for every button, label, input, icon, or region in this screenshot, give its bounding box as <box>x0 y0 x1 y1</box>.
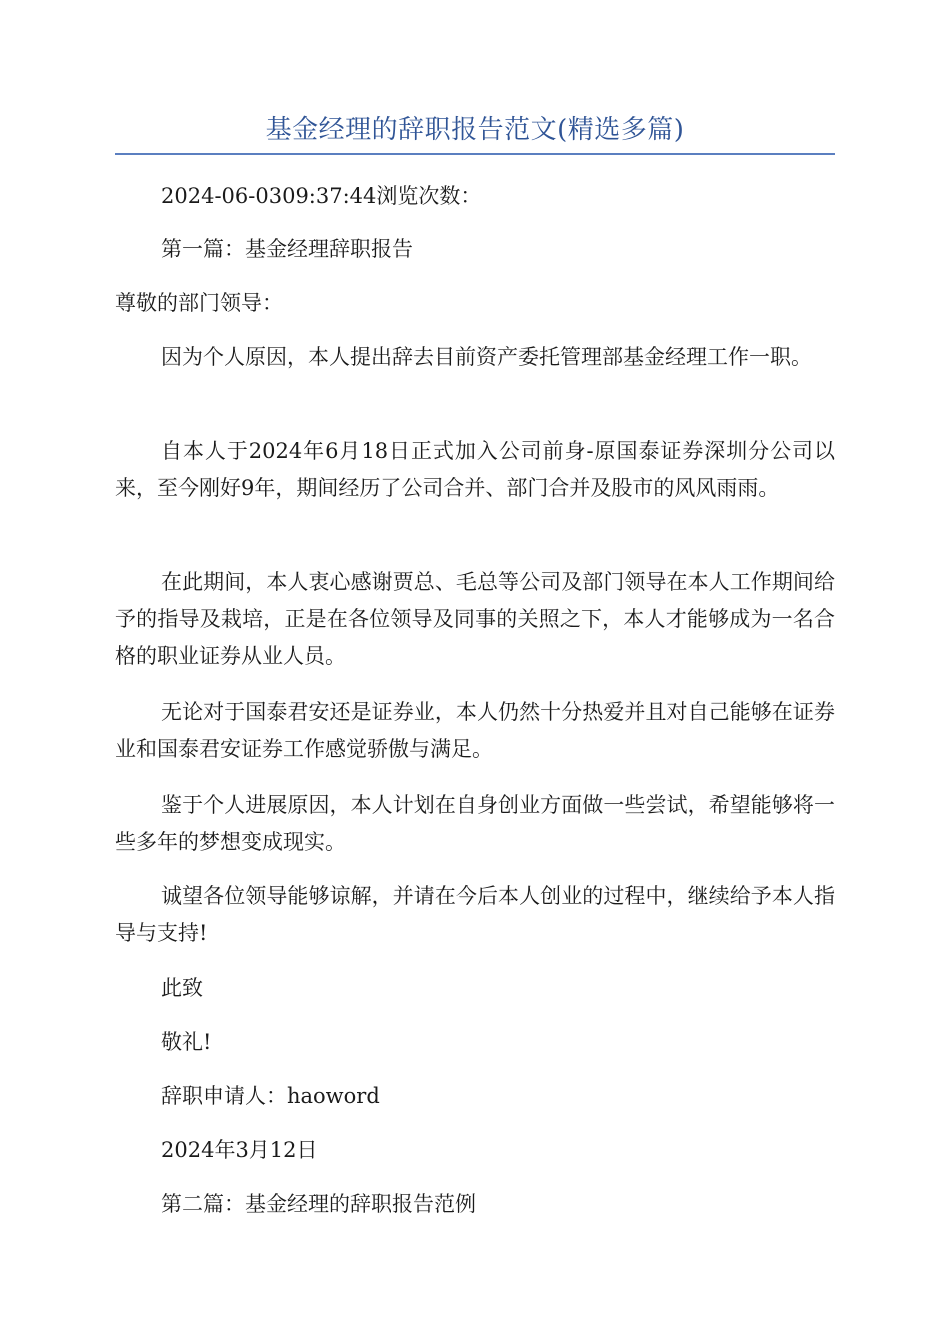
regards: 敬礼! <box>161 1030 212 1054</box>
section-heading-2: 第二篇：基金经理的辞职报告范例 <box>161 1192 476 1216</box>
document-title: 基金经理的辞职报告范文(精选多篇) <box>265 115 685 145</box>
applicant: 辞职申请人：haoword <box>161 1084 380 1108</box>
paragraph-1: 因为个人原因，本人提出辞去目前资产委托管理部基金经理工作一职。 <box>161 345 812 369</box>
salutation: 尊敬的部门领导： <box>115 291 283 315</box>
section-heading-1: 第一篇：基金经理辞职报告 <box>161 237 413 261</box>
closing: 此致 <box>161 976 203 1000</box>
paragraph-6: 诚望各位领导能够谅解，并请在今后本人创业的过程中，继续给予本人指导与支持! <box>115 884 835 945</box>
paragraph-2: 自本人于2024年6月18日正式加入公司前身-原国泰证券深圳分公司以来，至今刚好9年，期间经历了公司合并、部门合并及股市的风风雨雨。 <box>115 439 835 500</box>
date: 2024年3月12日 <box>161 1138 318 1162</box>
paragraph-4: 无论对于国泰君安还是证券业，本人仍然十分热爱并且对自己能够在证券业和国泰君安证券工作感觉骄傲与满足。 <box>115 700 835 761</box>
paragraph-3: 在此期间，本人衷心感谢贾总、毛总等公司及部门领导在本人工作期间给予的指导及栽培，正是在各位领导及同事的关照之下，本人才能够成为一名合格的职业证券从业人员。 <box>115 570 835 668</box>
title-underline <box>115 153 835 155</box>
meta-line: 2024-06-0309:37:44浏览次数： <box>161 184 482 208</box>
paragraph-5: 鉴于个人进展原因，本人计划在自身创业方面做一些尝试，希望能够将一些多年的梦想变成现实。 <box>115 793 835 854</box>
